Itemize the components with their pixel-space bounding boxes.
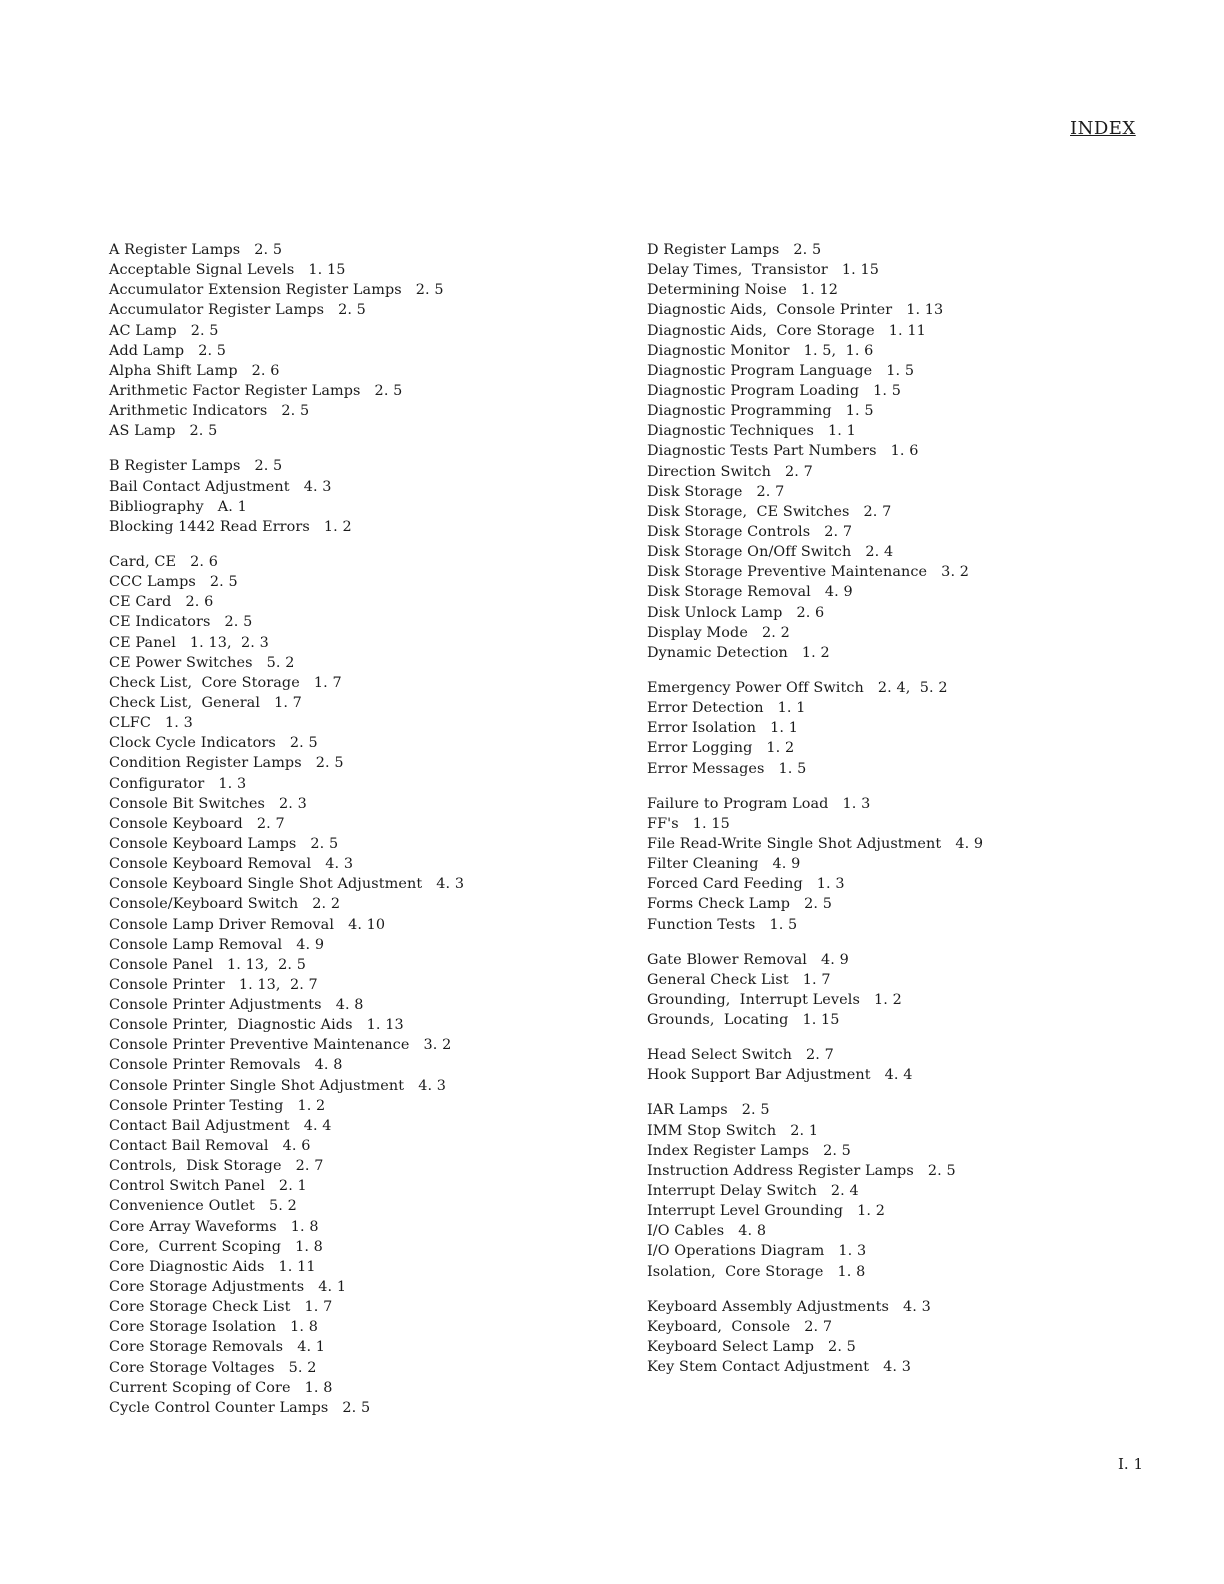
index-entry: CE Card 2. 6: [109, 594, 214, 611]
index-entry: Dynamic Detection 1. 2: [647, 644, 830, 661]
index-entry: File Read-Write Single Shot Adjustment 4. 9: [647, 835, 984, 852]
index-entry: Accumulator Extension Register Lamps 2. 5: [109, 282, 444, 299]
index-entry: Contact Bail Adjustment 4. 4: [109, 1117, 332, 1134]
index-group: [647, 1297, 1187, 1378]
index-entry: Console Bit Switches 2. 3: [109, 795, 307, 812]
index-entry: Blocking 1442 Read Errors 1. 2: [109, 518, 352, 535]
index-group: [109, 456, 649, 537]
index-entry: Emergency Power Off Switch 2. 4, 5. 2: [647, 679, 948, 696]
index-entry: CE Power Switches 5. 2: [109, 654, 295, 671]
index-entry: Diagnostic Aids, Core Storage 1. 11: [647, 322, 926, 339]
index-entry: Key Stem Contact Adjustment 4. 3: [647, 1359, 911, 1376]
index-entry: Console Printer, Diagnostic Aids 1. 13: [109, 1017, 404, 1034]
index-entry: CLFC 1. 3: [109, 715, 193, 732]
index-entry: Head Select Switch 2. 7: [647, 1047, 834, 1064]
index-entry: Diagnostic Aids, Console Printer 1. 13: [647, 302, 944, 319]
index-entry: AC Lamp 2. 5: [109, 322, 219, 339]
index-entry: Error Messages 1. 5: [647, 760, 807, 777]
index-entry: Disk Storage 2. 7: [647, 483, 785, 500]
index-entry: Console Keyboard Lamps 2. 5: [109, 835, 339, 852]
index-entry: FF's 1. 15: [647, 815, 730, 832]
index-group: [647, 1045, 1187, 1085]
index-column-left: [109, 240, 649, 1433]
index-entry: Core, Current Scoping 1. 8: [109, 1238, 323, 1255]
index-entry: Disk Storage On/Off Switch 2. 4: [647, 544, 894, 561]
index-entry: Console Printer Preventive Maintenance 3. 2: [109, 1037, 452, 1054]
index-entry: Console Printer Single Shot Adjustment 4. 3: [109, 1077, 447, 1094]
index-group: [109, 240, 649, 441]
index-entry: Diagnostic Monitor 1. 5, 1. 6: [647, 342, 874, 359]
index-entry: Console Printer Removals 4. 8: [109, 1057, 343, 1074]
index-entry: IMM Stop Switch 2. 1: [647, 1122, 819, 1139]
index-entry: I/O Operations Diagram 1. 3: [647, 1243, 867, 1260]
index-entry: Display Mode 2. 2: [647, 624, 790, 641]
index-entry: CCC Lamps 2. 5: [109, 574, 238, 591]
index-entry: Accumulator Register Lamps 2. 5: [109, 302, 366, 319]
index-entry: General Check List 1. 7: [647, 971, 831, 988]
index-entry: Controls, Disk Storage 2. 7: [109, 1158, 324, 1175]
index-entry: Forced Card Feeding 1. 3: [647, 876, 845, 893]
index-entry: Function Tests 1. 5: [647, 916, 798, 933]
index-entry: CE Panel 1. 13, 2. 3: [109, 634, 269, 651]
page-title: INDEX: [1070, 118, 1136, 139]
index-entry: Error Isolation 1. 1: [647, 720, 798, 737]
index-entry: Check List, General 1. 7: [109, 694, 302, 711]
index-entry: Console Keyboard 2. 7: [109, 815, 285, 832]
index-group: [647, 240, 1187, 663]
index-entry: Hook Support Bar Adjustment 4. 4: [647, 1067, 913, 1084]
index-entry: Core Storage Removals 4. 1: [109, 1339, 326, 1356]
index-entry: Acceptable Signal Levels 1. 15: [109, 262, 346, 279]
index-group: [109, 552, 649, 1418]
index-entry: Check List, Core Storage 1. 7: [109, 674, 342, 691]
index-entry: A Register Lamps 2. 5: [109, 242, 283, 258]
index-entry: Disk Storage Preventive Maintenance 3. 2: [647, 564, 970, 581]
index-entry: Console Keyboard Single Shot Adjustment 4. 3: [109, 876, 465, 893]
index-entry: Keyboard Select Lamp 2. 5: [647, 1339, 856, 1356]
index-column-right: [647, 240, 1187, 1392]
index-entry: Error Logging 1. 2: [647, 740, 795, 757]
index-entry: Keyboard, Console 2. 7: [647, 1318, 833, 1335]
index-entry: Card, CE 2. 6: [109, 553, 219, 570]
index-entry: Gate Blower Removal 4. 9: [647, 951, 849, 968]
index-entry: AS Lamp 2. 5: [109, 423, 218, 440]
index-entry: Direction Switch 2. 7: [647, 463, 813, 480]
index-entry: Current Scoping of Core 1. 8: [109, 1379, 333, 1396]
index-entry: Determining Noise 1. 12: [647, 282, 839, 299]
index-entry: Console Keyboard Removal 4. 3: [109, 856, 354, 873]
index-entry: Console Printer 1. 13, 2. 7: [109, 976, 318, 993]
index-entry: Interrupt Delay Switch 2. 4: [647, 1183, 859, 1200]
index-entry: Error Detection 1. 1: [647, 700, 806, 717]
index-entry: Interrupt Level Grounding 1. 2: [647, 1203, 885, 1220]
index-entry: Isolation, Core Storage 1. 8: [647, 1263, 866, 1280]
index-entry: Contact Bail Removal 4. 6: [109, 1138, 311, 1155]
index-entry: Grounds, Locating 1. 15: [647, 1012, 840, 1029]
index-entry: Console Printer Testing 1. 2: [109, 1097, 326, 1114]
index-entry: Core Storage Voltages 5. 2: [109, 1359, 317, 1376]
index-entry: Diagnostic Program Language 1. 5: [647, 362, 915, 379]
index-entry: Condition Register Lamps 2. 5: [109, 755, 344, 772]
index-entry: Convenience Outlet 5. 2: [109, 1198, 297, 1215]
index-group: [647, 678, 1187, 779]
index-entry: IAR Lamps 2. 5: [647, 1102, 770, 1119]
index-entry: Failure to Program Load 1. 3: [647, 795, 871, 812]
index-entry: Diagnostic Program Loading 1. 5: [647, 382, 901, 399]
index-entry: Cycle Control Counter Lamps 2. 5: [109, 1399, 371, 1416]
index-entry: Disk Storage, CE Switches 2. 7: [647, 503, 892, 520]
index-entry: Console Lamp Driver Removal 4. 10: [109, 916, 386, 933]
index-entry: Clock Cycle Indicators 2. 5: [109, 735, 318, 752]
index-entry: Core Array Waveforms 1. 8: [109, 1218, 319, 1235]
index-entry: B Register Lamps 2. 5: [109, 458, 283, 475]
index-entry: Diagnostic Tests Part Numbers 1. 6: [647, 443, 919, 460]
index-entry: Disk Storage Controls 2. 7: [647, 523, 853, 540]
index-entry: Console Lamp Removal 4. 9: [109, 936, 325, 953]
index-entry: Delay Times, Transistor 1. 15: [647, 262, 879, 279]
index-entry: Core Diagnostic Aids 1. 11: [109, 1258, 316, 1275]
index-group: [647, 794, 1187, 935]
index-entry: I/O Cables 4. 8: [647, 1223, 767, 1240]
index-entry: Filter Cleaning 4. 9: [647, 856, 801, 873]
index-entry: Diagnostic Programming 1. 5: [647, 403, 874, 420]
index-entry: Bibliography A. 1: [109, 498, 247, 515]
index-entry: Bail Contact Adjustment 4. 3: [109, 478, 332, 495]
index-entry: Console/Keyboard Switch 2. 2: [109, 896, 341, 913]
index-group: [647, 1100, 1187, 1281]
index-entry: Keyboard Assembly Adjustments 4. 3: [647, 1298, 931, 1315]
index-entry: Instruction Address Register Lamps 2. 5: [647, 1162, 956, 1179]
index-entry: Arithmetic Indicators 2. 5: [109, 403, 310, 420]
index-entry: Grounding, Interrupt Levels 1. 2: [647, 991, 902, 1008]
index-entry: Control Switch Panel 2. 1: [109, 1178, 307, 1195]
index-group: [647, 950, 1187, 1031]
index-entry: Forms Check Lamp 2. 5: [647, 896, 832, 913]
index-entry: Arithmetic Factor Register Lamps 2. 5: [109, 382, 403, 399]
index-entry: Console Panel 1. 13, 2. 5: [109, 956, 307, 973]
index-entry: Add Lamp 2. 5: [109, 342, 227, 359]
index-entry: Alpha Shift Lamp 2. 6: [109, 362, 280, 379]
index-entry: Disk Unlock Lamp 2. 6: [647, 604, 825, 621]
index-entry: CE Indicators 2. 5: [109, 614, 253, 631]
index-entry: Configurator 1. 3: [109, 775, 247, 792]
index-entry: Diagnostic Techniques 1. 1: [647, 423, 856, 440]
index-entry: D Register Lamps 2. 5: [647, 242, 822, 258]
index-entry: Core Storage Adjustments 4. 1: [109, 1279, 347, 1296]
index-entry: Core Storage Check List 1. 7: [109, 1299, 333, 1316]
index-entry: Disk Storage Removal 4. 9: [647, 584, 853, 601]
page-number: I. 1: [1118, 1455, 1144, 1473]
index-entry: Index Register Lamps 2. 5: [647, 1142, 851, 1159]
index-entry: Core Storage Isolation 1. 8: [109, 1319, 319, 1336]
index-entry: Console Printer Adjustments 4. 8: [109, 997, 364, 1014]
